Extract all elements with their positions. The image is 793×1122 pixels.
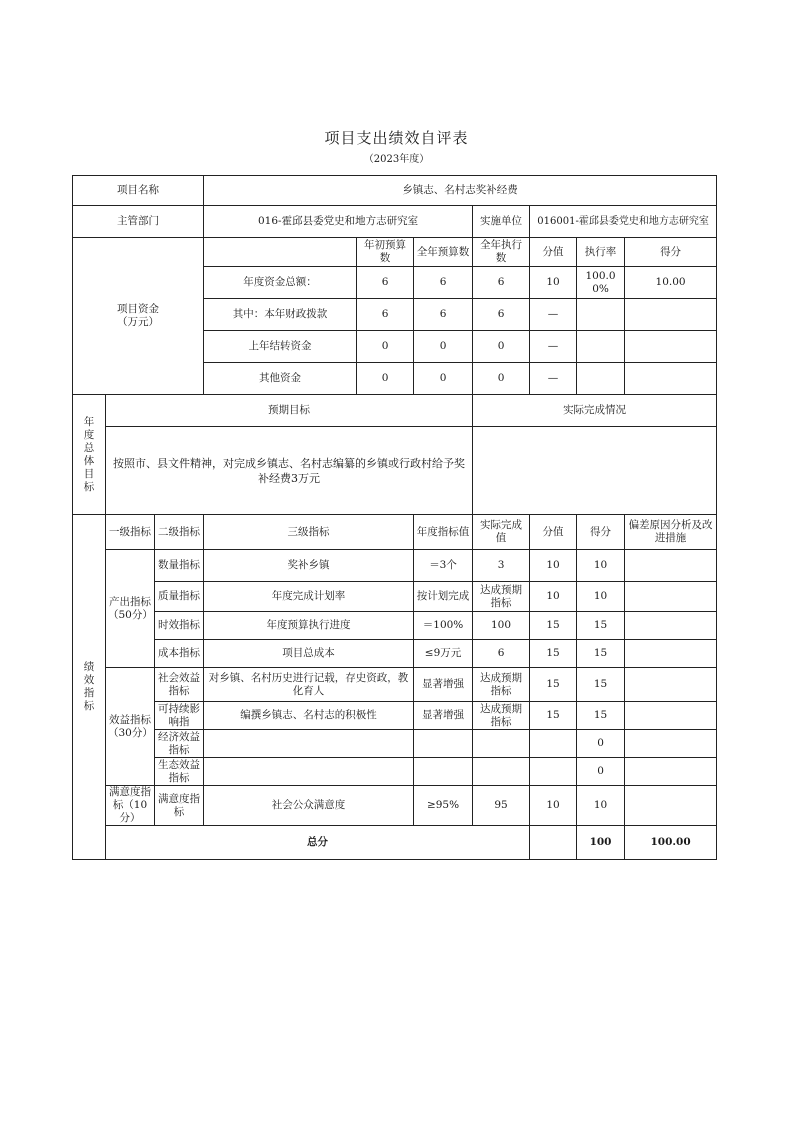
funds-row-rate bbox=[577, 363, 625, 395]
funds-row-initial: 6 bbox=[357, 267, 414, 299]
impl-label: 实施单位 bbox=[473, 206, 530, 238]
ind-score: 15 bbox=[577, 668, 625, 702]
goals-expected-text: 按照市、县文件精神，对完成乡镇志、名村志编纂的乡镇或行政村给予奖补经费3万元 bbox=[106, 427, 473, 515]
funds-row-score bbox=[625, 299, 717, 331]
ind-score: 15 bbox=[577, 640, 625, 668]
funds-row-rate bbox=[577, 331, 625, 363]
project-name-label: 项目名称 bbox=[73, 176, 204, 206]
funds-row-label: 上年结转资金 bbox=[204, 331, 357, 363]
ind-note bbox=[625, 612, 717, 640]
funds-label: 项目资金 （万元） bbox=[73, 238, 204, 395]
ind-actual: 95 bbox=[473, 786, 530, 826]
indicators-label: 绩效指标 bbox=[73, 515, 106, 860]
ind-target: ≤9万元 bbox=[414, 640, 473, 668]
funds-row-annual: 0 bbox=[414, 363, 473, 395]
funds-header-initial: 年初预算数 bbox=[357, 238, 414, 267]
funds-row-executed: 6 bbox=[473, 299, 530, 331]
ind-level3 bbox=[204, 758, 414, 786]
goals-expected-header: 预期目标 bbox=[106, 395, 473, 427]
ind-score: 10 bbox=[577, 550, 625, 582]
funds-row-initial: 0 bbox=[357, 363, 414, 395]
ind-weight: 15 bbox=[530, 612, 577, 640]
ind-note bbox=[625, 668, 717, 702]
funds-row-weight: — bbox=[530, 299, 577, 331]
ind-header-level2: 二级指标 bbox=[155, 515, 204, 550]
total-weight: 100 bbox=[577, 826, 625, 860]
project-name-value: 乡镇志、名村志奖补经费 bbox=[204, 176, 717, 206]
ind-actual: 达成预期指标 bbox=[473, 582, 530, 612]
funds-row-executed: 6 bbox=[473, 267, 530, 299]
funds-row-rate bbox=[577, 299, 625, 331]
ind-level3: 奖补乡镇 bbox=[204, 550, 414, 582]
ind-score: 15 bbox=[577, 612, 625, 640]
total-blank bbox=[530, 826, 577, 860]
ind-actual: 6 bbox=[473, 640, 530, 668]
ind-note bbox=[625, 730, 717, 758]
total-score: 100.00 bbox=[625, 826, 717, 860]
ind-score: 10 bbox=[577, 786, 625, 826]
ind-note bbox=[625, 640, 717, 668]
ind-level3 bbox=[204, 730, 414, 758]
goals-actual-text bbox=[473, 427, 717, 515]
ind-actual: 3 bbox=[473, 550, 530, 582]
funds-header-score: 得分 bbox=[625, 238, 717, 267]
funds-row-annual: 6 bbox=[414, 267, 473, 299]
ind-level3: 编撰乡镇志、名村志的积极性 bbox=[204, 702, 414, 730]
ind-header-score: 得分 bbox=[577, 515, 625, 550]
ind-level2: 满意度指标 bbox=[155, 786, 204, 826]
funds-row-initial: 0 bbox=[357, 331, 414, 363]
ind-actual: 100 bbox=[473, 612, 530, 640]
funds-row-executed: 0 bbox=[473, 363, 530, 395]
ind-target: 显著增强 bbox=[414, 668, 473, 702]
ind-level2: 生态效益指标 bbox=[155, 758, 204, 786]
dept-label: 主管部门 bbox=[73, 206, 204, 238]
ind-level2: 可持续影响指 bbox=[155, 702, 204, 730]
ind-target bbox=[414, 758, 473, 786]
ind-weight: 10 bbox=[530, 550, 577, 582]
ind-actual: 达成预期指标 bbox=[473, 702, 530, 730]
funds-header-rate: 执行率 bbox=[577, 238, 625, 267]
page-title: 项目支出绩效自评表 bbox=[324, 129, 469, 147]
ind-target: 按计划完成 bbox=[414, 582, 473, 612]
ind-level1-benefit: 效益指标 （30分） bbox=[106, 668, 155, 786]
funds-header-annual: 全年预算数 bbox=[414, 238, 473, 267]
ind-score: 10 bbox=[577, 582, 625, 612]
ind-weight: 10 bbox=[530, 582, 577, 612]
impl-value: 016001-霍邱县委党史和地方志研究室 bbox=[530, 206, 717, 238]
ind-header-level1: 一级指标 bbox=[106, 515, 155, 550]
ind-level3: 年度预算执行进度 bbox=[204, 612, 414, 640]
ind-level3: 年度完成计划率 bbox=[204, 582, 414, 612]
funds-row-annual: 6 bbox=[414, 299, 473, 331]
ind-level2: 社会效益指标 bbox=[155, 668, 204, 702]
ind-header-target: 年度指标值 bbox=[414, 515, 473, 550]
ind-level1-satisfaction: 满意度指标（10分） bbox=[106, 786, 155, 826]
ind-note bbox=[625, 550, 717, 582]
funds-row-weight: — bbox=[530, 331, 577, 363]
ind-weight bbox=[530, 730, 577, 758]
ind-level2: 数量指标 bbox=[155, 550, 204, 582]
funds-row-label: 年度资金总额： bbox=[204, 267, 357, 299]
ind-score: 0 bbox=[577, 758, 625, 786]
goals-label: 年度总体目标 bbox=[73, 395, 106, 515]
ind-target bbox=[414, 730, 473, 758]
ind-actual bbox=[473, 758, 530, 786]
funds-row-score bbox=[625, 363, 717, 395]
ind-note bbox=[625, 582, 717, 612]
ind-level1-output: 产出指标 （50分） bbox=[106, 550, 155, 668]
evaluation-table bbox=[72, 175, 717, 860]
funds-row-weight: 10 bbox=[530, 267, 577, 299]
ind-header-note: 偏差原因分析及改进措施 bbox=[625, 515, 717, 550]
ind-level2: 经济效益指标 bbox=[155, 730, 204, 758]
ind-weight: 15 bbox=[530, 668, 577, 702]
ind-note bbox=[625, 786, 717, 826]
funds-row-initial: 6 bbox=[357, 299, 414, 331]
ind-score: 15 bbox=[577, 702, 625, 730]
total-label: 总分 bbox=[106, 826, 530, 860]
funds-row-weight: — bbox=[530, 363, 577, 395]
goals-actual-header: 实际完成情况 bbox=[473, 395, 717, 427]
ind-level2: 质量指标 bbox=[155, 582, 204, 612]
ind-target: ≥95% bbox=[414, 786, 473, 826]
funds-row-label: 其他资金 bbox=[204, 363, 357, 395]
ind-weight: 15 bbox=[530, 640, 577, 668]
ind-weight bbox=[530, 758, 577, 786]
ind-weight: 15 bbox=[530, 702, 577, 730]
page-subtitle: （2023年度） bbox=[363, 154, 430, 165]
ind-weight: 10 bbox=[530, 786, 577, 826]
ind-target: ＝100% bbox=[414, 612, 473, 640]
ind-level3: 社会公众满意度 bbox=[204, 786, 414, 826]
funds-header-blank bbox=[204, 238, 357, 267]
ind-level3: 对乡镇、名村历史进行记载，存史资政，教化育人 bbox=[204, 668, 414, 702]
ind-note bbox=[625, 758, 717, 786]
dept-value: 016-霍邱县委党史和地方志研究室 bbox=[204, 206, 473, 238]
ind-note bbox=[625, 702, 717, 730]
funds-header-weight: 分值 bbox=[530, 238, 577, 267]
ind-actual bbox=[473, 730, 530, 758]
ind-level2: 时效指标 bbox=[155, 612, 204, 640]
ind-level2: 成本指标 bbox=[155, 640, 204, 668]
ind-header-level3: 三级指标 bbox=[204, 515, 414, 550]
ind-actual: 达成预期指标 bbox=[473, 668, 530, 702]
ind-target: 显著增强 bbox=[414, 702, 473, 730]
funds-row-rate: 100.00% bbox=[577, 267, 625, 299]
ind-level3: 项目总成本 bbox=[204, 640, 414, 668]
funds-row-annual: 0 bbox=[414, 331, 473, 363]
funds-row-score: 10.00 bbox=[625, 267, 717, 299]
ind-header-actual: 实际完成值 bbox=[473, 515, 530, 550]
funds-header-executed: 全年执行数 bbox=[473, 238, 530, 267]
funds-row-score bbox=[625, 331, 717, 363]
ind-score: 0 bbox=[577, 730, 625, 758]
funds-row-executed: 0 bbox=[473, 331, 530, 363]
ind-header-weight: 分值 bbox=[530, 515, 577, 550]
funds-row-label: 其中：本年财政拨款 bbox=[204, 299, 357, 331]
ind-target: ＝3个 bbox=[414, 550, 473, 582]
